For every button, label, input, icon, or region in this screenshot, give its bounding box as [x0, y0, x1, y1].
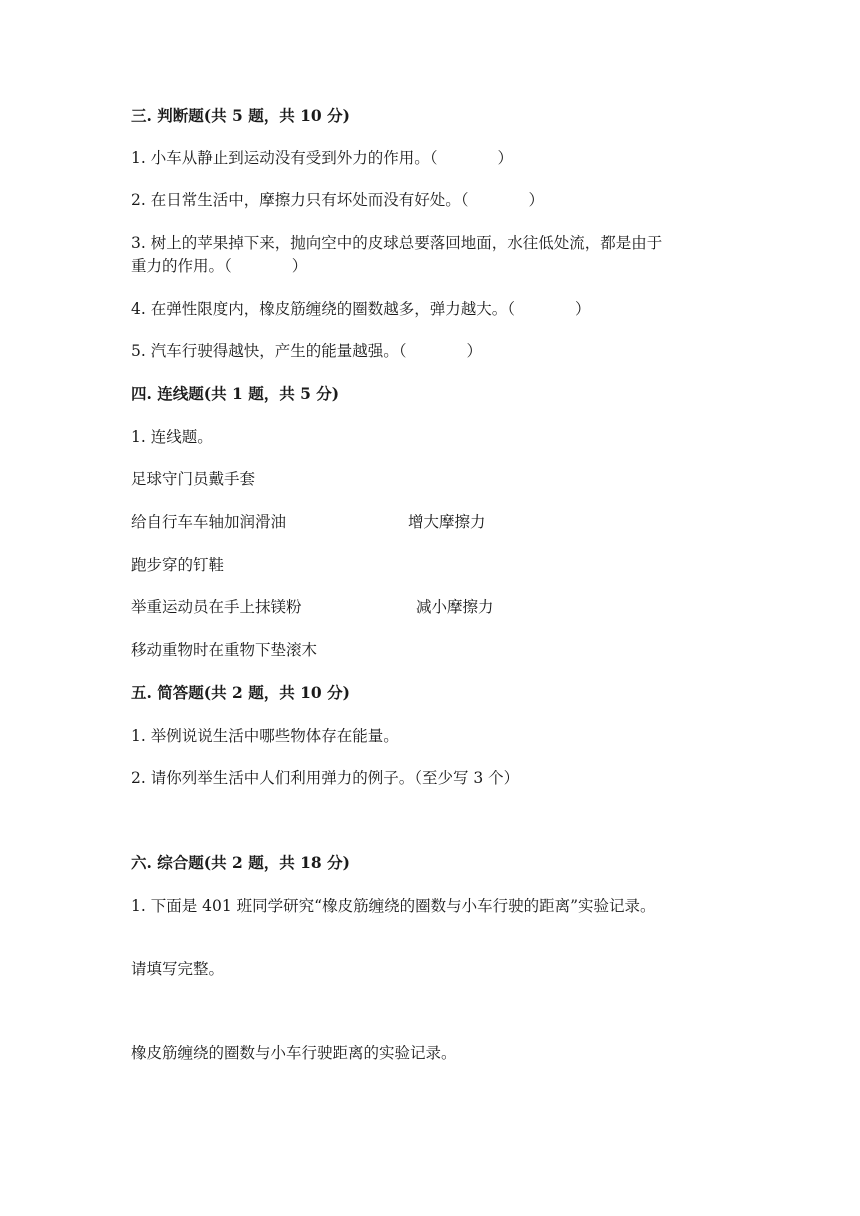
answer-paren-open: （: [224, 257, 232, 275]
answer-paren-close: ）: [497, 149, 513, 167]
question-5-1: 1. 举例说说生活中哪些物体存在能量。: [131, 727, 399, 745]
match-left-item[interactable]: 给自行车车轴加润滑油: [131, 513, 287, 531]
question-3-2: [131, 189, 544, 211]
match-left-item[interactable]: 足球守门员戴手套: [131, 470, 256, 488]
section-5-title: 五. 简答题(共 2 题，共 10 分): [131, 683, 350, 702]
answer-paren-close: ）: [466, 342, 482, 360]
question-5-2: 2. 请你列举生活中人们利用弹力的例子。（至少写 3 个）: [131, 769, 520, 787]
answer-paren-close: ）: [528, 191, 544, 209]
question-text: 4. 在弹性限度内，橡皮筋缠绕的圈数越多，弹力越大。: [131, 300, 508, 318]
answer-paren-open: （: [429, 149, 438, 167]
question-4-1: 1. 连线题。: [131, 428, 213, 446]
match-left-item[interactable]: 举重运动员在手上抹镁粉: [131, 598, 302, 616]
match-right-item[interactable]: 减小摩擦力: [416, 598, 494, 616]
answer-paren-open: （: [507, 300, 515, 318]
question-6-1: 1. 下面是 401 班同学研究“橡皮筋缠绕的圈数与小车行驶的距离”实验记录。: [131, 897, 656, 915]
question-3-4: [131, 298, 591, 320]
question-text: 重力的作用。: [131, 257, 225, 275]
match-left-item[interactable]: 跑步穿的钉鞋: [131, 556, 225, 574]
answer-paren-open: （: [398, 342, 407, 360]
question-text: 2. 在日常生活中，摩擦力只有坏处而没有好处。: [131, 191, 461, 209]
answer-paren-open: （: [460, 191, 469, 209]
answer-paren-close: ）: [291, 257, 308, 275]
question-6-1-instruction: 请填写完整。: [131, 960, 225, 978]
question-3-3-line1: 3. 树上的苹果掉下来，抛向空中的皮球总要落回地面，水往低处流，都是由于: [131, 234, 663, 252]
section-3-title: 三. 判断题(共 5 题，共 10 分): [131, 106, 350, 125]
section-6-title: 六. 综合题(共 2 题，共 18 分): [131, 853, 350, 872]
answer-paren-close: ）: [574, 300, 591, 318]
question-text: 1. 小车从静止到运动没有受到外力的作用。: [131, 149, 430, 167]
question-3-5: [131, 340, 482, 362]
question-3-3-line2: [131, 255, 307, 277]
question-text: 5. 汽车行驶得越快，产生的能量越强。: [131, 342, 399, 360]
match-left-item[interactable]: 移动重物时在重物下垫滚木: [131, 641, 318, 659]
section-4-title: 四. 连线题(共 1 题，共 5 分): [131, 384, 340, 403]
match-right-item[interactable]: 增大摩擦力: [408, 513, 486, 531]
question-3-1: [131, 147, 513, 169]
table-caption: 橡皮筋缠绕的圈数与小车行驶距离的实验记录。: [131, 1044, 457, 1062]
